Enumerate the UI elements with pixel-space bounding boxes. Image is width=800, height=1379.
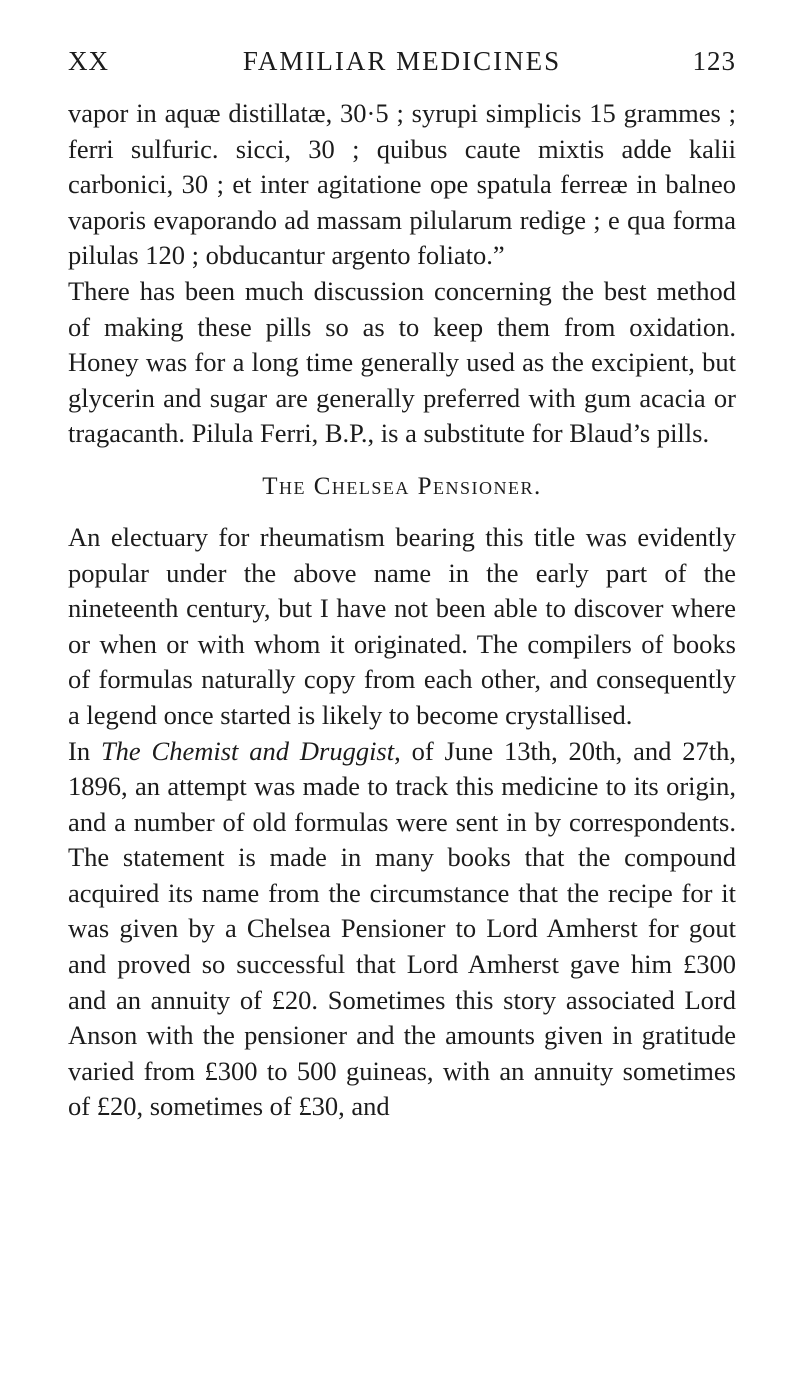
paragraph-chemist-text: , of June 13th, 20th, and 27th, 1896, an attempt was made to track this medicine to its origin, and a number of old formulas were sent in by correspondents. The statement is made in many books that the compound acquired its name from the circumstance that the recipe for it was given by a Chelsea Pensioner to Lord Amherst for gout and proved so successful that Lord Amherst gave him £300 and an annuity of £20. Sometimes this story associated Lord Anson with the pensioner and the amounts given in gratitude varied from £300 to 500 guineas, with an annuity sometimes of £20, sometimes of £30, and <box>68 735 736 1122</box>
running-head <box>68 46 736 86</box>
paragraph-chemist-prefix: In <box>68 735 101 766</box>
paragraph-electuary: An electuary for rheumatism bearing this title was evidently popular under the above name in the early part of the nineteenth century, but I have not been able to discover where or when or with whom it originated. The compilers of books of formulas naturally copy from each other, and consequently a legend once started is likely to become crystallised. <box>68 521 736 730</box>
chapter-numeral: XX <box>68 46 109 76</box>
body-text <box>68 96 736 1125</box>
paragraph-chemist <box>68 734 736 1126</box>
running-title: FAMILIAR MEDICINES <box>242 46 562 76</box>
continued-paragraph: vapor in aquæ distillatæ, 30·5 ; syrupi simplicis 15 grammes ; ferri sulfuric. sicci, 30 ; quibus caute mixtis adde kalii carbonici, 30 ; et inter agitatione ope spatula ferreæ in balneo vaporis evaporando ad massam pilularum redige ; e qua forma pilulas 120 ; obducantur argento foliato.” <box>68 98 736 271</box>
journal-title: The Chemist and Druggist <box>100 735 395 766</box>
paragraph-pills: There has been much discussion concerning the best method of making these pills so as to keep them from oxidation. Honey was for a long time generally used as the excipient, but glycerin and sugar are generally preferred with gum acacia or tragacanth. Pilula Ferri, B.P., is a substitute for Blaud’s pills. <box>68 275 736 449</box>
page-number: 123 <box>692 46 736 76</box>
section-heading: The Chelsea Pensioner. <box>262 472 542 500</box>
